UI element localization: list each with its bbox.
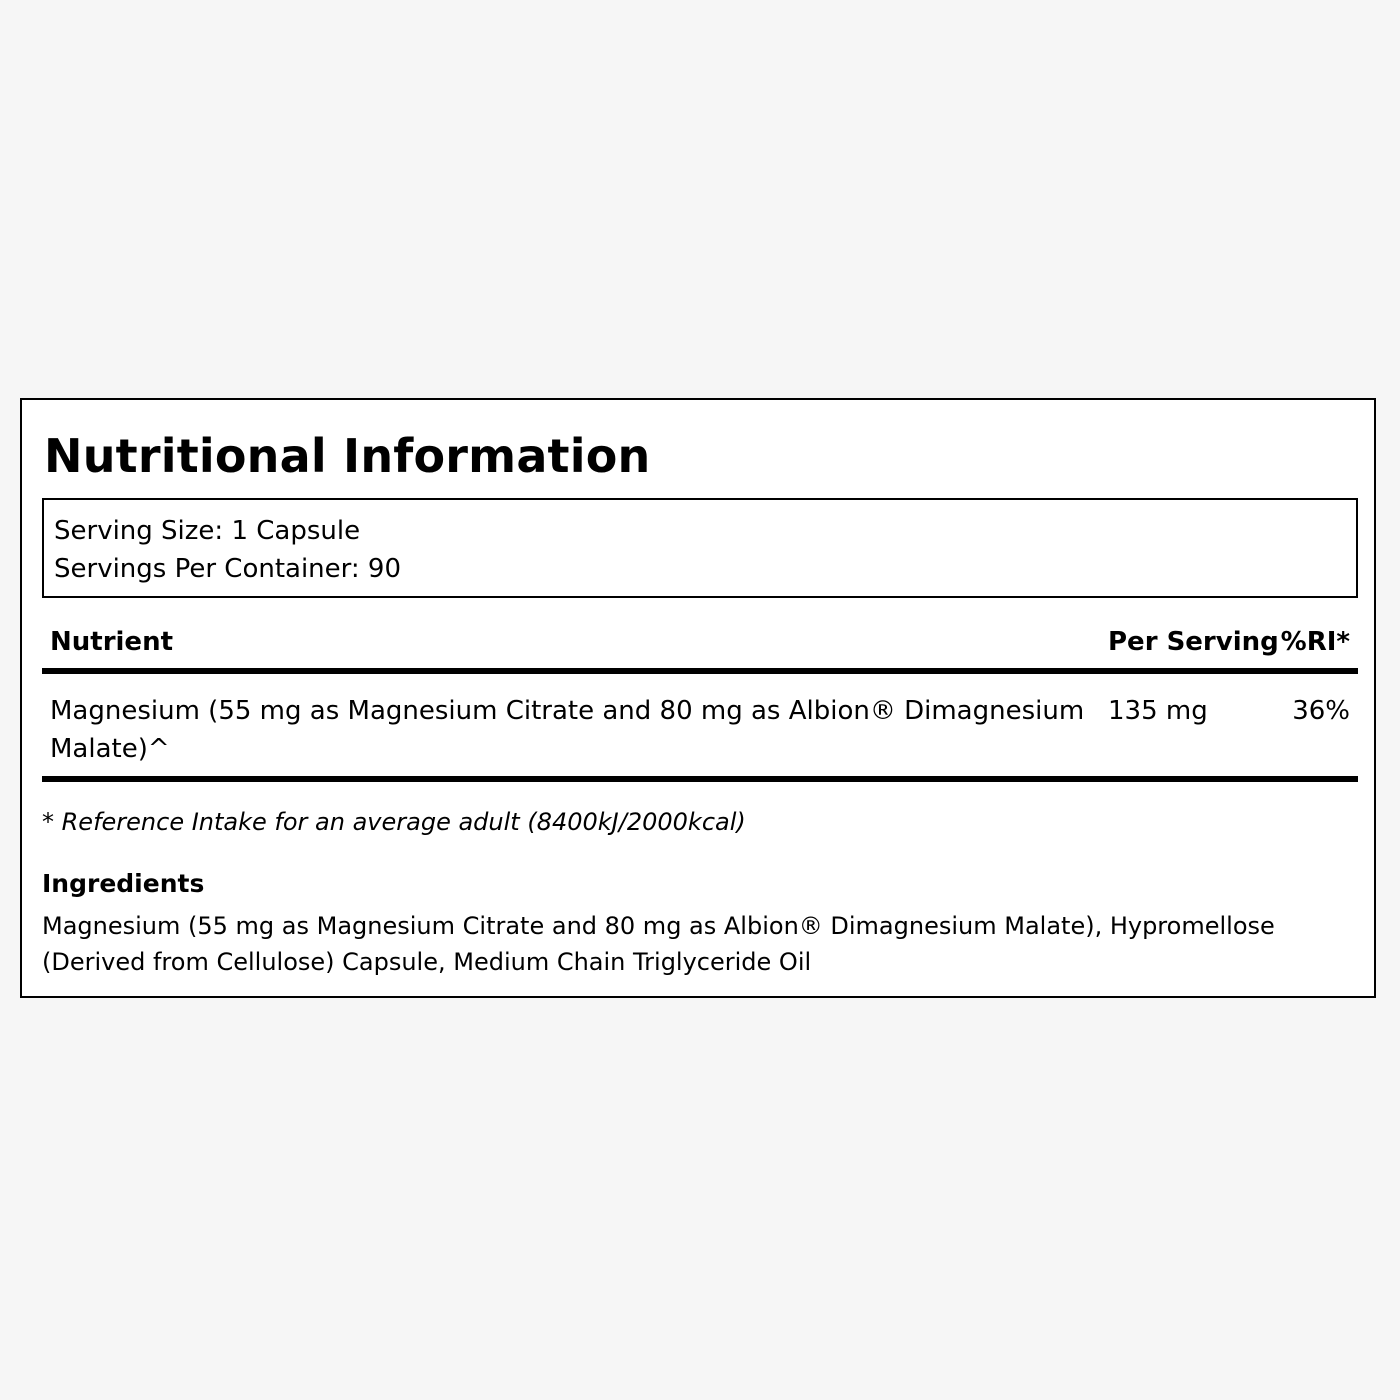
nutrition-panel: [20, 398, 1376, 998]
header-ri: %RI*: [1280, 627, 1350, 657]
row-ri: 36%: [1292, 696, 1350, 726]
header-divider: [42, 668, 1358, 674]
table-row: [42, 692, 1358, 772]
reference-intake-footnote: * Reference Intake for an average adult (8400kJ/2000kcal): [42, 808, 746, 836]
row-per-serving: 135 mg: [1108, 696, 1208, 726]
servings-per-container: Servings Per Container: 90: [54, 554, 402, 584]
table-bottom-divider: [42, 776, 1358, 782]
nutrient-table-header: [42, 622, 1358, 662]
header-per-serving: Per Serving: [1108, 627, 1279, 657]
ingredients-heading: Ingredients: [42, 869, 205, 898]
serving-info-box: [42, 498, 1358, 598]
header-nutrient: Nutrient: [50, 627, 174, 657]
panel-title: Nutritional Information: [44, 429, 651, 483]
row-nutrient: Magnesium (55 mg as Magnesium Citrate and 80 mg as Albion® Dimagnesium Malate)^: [50, 696, 1085, 764]
ingredients-text: Magnesium (55 mg as Magnesium Citrate and 80 mg as Albion® Dimagnesium Malate), Hypromellose (Derived from Cellulose) Capsule, Medium Chain Triglyceride Oil: [42, 912, 1275, 976]
serving-size: Serving Size: 1 Capsule: [54, 516, 361, 546]
